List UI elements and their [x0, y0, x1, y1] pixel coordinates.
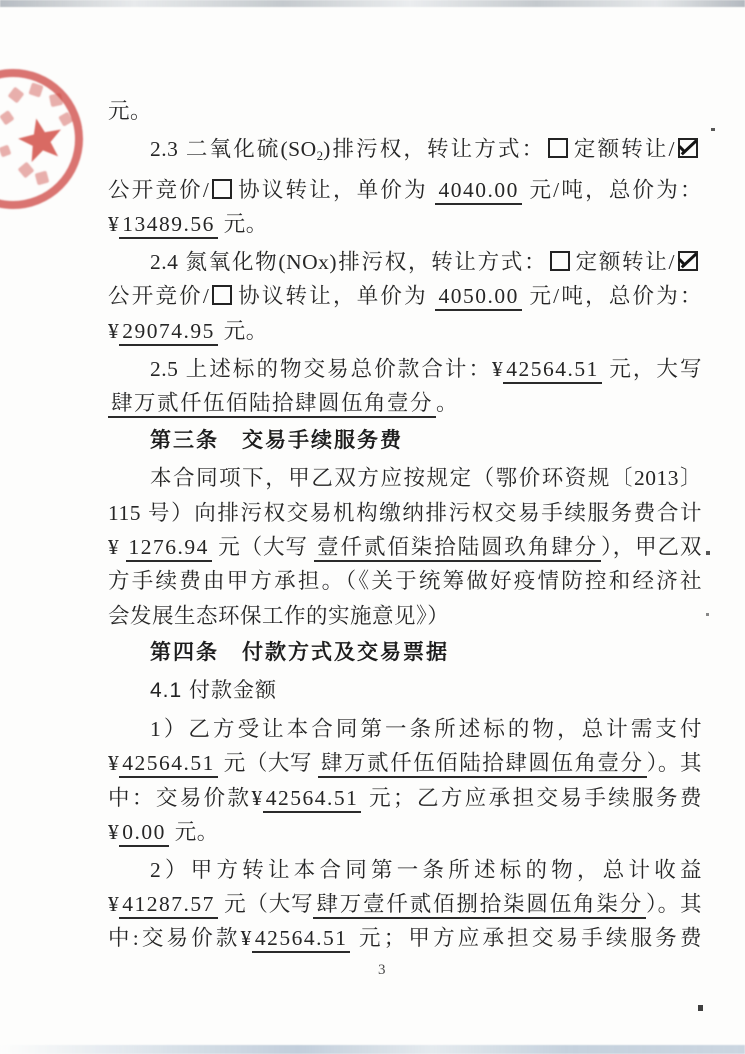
text-segment: 元；甲方应承担交易手续服务费 — [350, 926, 702, 951]
subscript-text: 2 — [316, 147, 324, 163]
underlined-value: 42564.51 — [503, 357, 602, 384]
scanner-edge-artifact-bottom — [0, 1045, 745, 1054]
text-segment: 元（大写 — [217, 751, 318, 776]
text-segment: 元。 — [108, 99, 153, 123]
text-segment: 第三条 交易手续服务费 — [150, 428, 403, 452]
text-line — [108, 173, 702, 207]
checkbox-unchecked-icon — [548, 138, 568, 158]
underlined-value: 4040.00 — [435, 178, 521, 205]
text-segment: 中:交易价款¥ — [108, 926, 252, 951]
checkbox-checked-icon — [678, 138, 698, 158]
section-heading — [108, 424, 702, 458]
text-line — [108, 599, 702, 633]
underlined-value: 42564.51 — [263, 786, 362, 813]
text-segment: 4.1 付款金额 — [150, 679, 278, 703]
text-line — [108, 781, 702, 815]
checkbox-unchecked-icon — [212, 285, 232, 305]
page-number: 3 — [378, 962, 387, 978]
underlined-value: 肆万贰仟伍佰陆拾肆圆伍角壹分 — [108, 391, 436, 418]
underlined-value: 42564.51 — [252, 926, 351, 953]
text-line — [108, 746, 702, 780]
red-official-seal-stamp — [0, 62, 110, 217]
text-segment: )排污权，转让方式： — [323, 136, 546, 161]
text-segment: 2.3 二氧化硫(SO — [150, 136, 317, 161]
scan-speck — [711, 128, 715, 131]
text-segment: 元。 — [217, 318, 268, 343]
text-segment: 元（大写 — [211, 535, 315, 560]
text-segment: ），甲乙双 — [601, 535, 702, 560]
scanner-edge-artifact-top — [0, 0, 745, 7]
text-segment: 2.5 上述标的物交易总价款合计：¥ — [150, 356, 504, 381]
text-segment: ¥ — [108, 892, 120, 917]
text-segment: 公开竞价/ — [108, 178, 210, 203]
text-segment: 协议转让，单价为 — [236, 178, 436, 203]
text-segment: 中：交易价款¥ — [108, 785, 263, 810]
text-segment: ）。其 — [646, 751, 702, 776]
seal-ring — [0, 73, 79, 205]
underlined-value: 肆万贰仟伍佰陆拾肆圆伍角壹分 — [318, 751, 647, 778]
text-line — [108, 887, 702, 921]
text-segment: 第四条 付款方式及交易票据 — [150, 641, 449, 665]
text-line — [108, 314, 702, 348]
text-line — [108, 94, 702, 128]
document-body — [108, 94, 702, 956]
text-segment: 定额转让/ — [572, 136, 675, 161]
text-line — [108, 712, 702, 746]
text-segment: 元/吨，总价为： — [521, 178, 702, 203]
text-line — [108, 132, 702, 173]
text-line — [108, 564, 702, 598]
underlined-value: 42564.51 — [119, 751, 218, 778]
text-segment: ）。其 — [646, 892, 702, 917]
text-segment: 公开竞价/ — [108, 284, 210, 309]
text-line — [108, 496, 702, 530]
text-segment: 方手续费由甲方承担。（《关于统筹做好疫情防控和经济社 — [108, 569, 702, 594]
text-segment: 元。 — [168, 819, 219, 844]
text-segment: 2）甲方转让本合同第一条所述标的物，总计收益 — [150, 857, 702, 882]
text-segment: 元，大写 — [601, 356, 702, 381]
seal-illegible-characters — [0, 82, 73, 185]
underlined-value: 29074.95 — [119, 319, 218, 346]
text-line — [108, 853, 702, 887]
scan-speck — [706, 551, 710, 555]
text-segment: 定额转让/ — [574, 250, 675, 275]
text-segment: ¥ — [108, 819, 120, 844]
text-line — [108, 245, 702, 279]
text-segment: 1）乙方受让本合同第一条所述标的物，总计需支付 — [150, 717, 702, 742]
text-line — [108, 352, 702, 386]
text-segment: ¥ — [108, 212, 120, 237]
text-line — [108, 207, 702, 241]
underlined-value: 0.00 — [119, 820, 169, 847]
scan-speck — [706, 613, 709, 616]
underlined-value: 13489.56 — [119, 212, 218, 239]
text-line — [108, 530, 702, 564]
text-segment: 元/吨，总价为： — [521, 284, 702, 309]
sub-heading — [108, 674, 702, 708]
checkbox-checked-icon — [678, 251, 698, 271]
text-segment: ¥ — [108, 751, 120, 776]
text-line — [108, 461, 702, 495]
text-segment: ¥ — [108, 535, 126, 560]
underlined-value: 壹仟贰佰柒拾陆圆玖角肆分 — [314, 535, 601, 562]
underlined-value: 肆万壹仟贰佰捌拾柒圆伍角柒分 — [313, 892, 646, 919]
text-segment: 元。 — [217, 212, 268, 237]
text-line — [108, 279, 702, 313]
text-segment: 115 号）向排污权交易机构缴纳排污权交易手续服务费合计 — [108, 500, 702, 525]
seal-star-icon — [15, 114, 66, 164]
text-segment: 会发展生态环保工作的实施意见》） — [108, 603, 450, 628]
checkbox-unchecked-icon — [212, 179, 232, 199]
text-segment: ¥ — [108, 318, 120, 343]
underlined-value: 4050.00 — [435, 284, 521, 311]
underlined-value: 41287.57 — [119, 892, 218, 919]
text-segment: 元（大写 — [217, 892, 314, 917]
checkbox-unchecked-icon — [550, 251, 570, 271]
text-segment: 协议转让，单价为 — [236, 284, 436, 309]
text-segment: 本合同项下，甲乙双方应按规定（鄂价环资规〔2013〕 — [150, 466, 702, 491]
text-segment: 2.4 氮氧化物(NOx)排污权，转让方式： — [150, 250, 548, 275]
text-segment: 元；乙方应承担交易手续服务费 — [361, 785, 702, 810]
text-line — [108, 921, 702, 955]
text-line — [108, 386, 702, 420]
section-heading — [108, 636, 702, 670]
text-segment: 。 — [436, 390, 459, 415]
underlined-value: 1276.94 — [126, 535, 212, 562]
text-line — [108, 815, 702, 849]
scan-speck — [698, 1005, 703, 1011]
